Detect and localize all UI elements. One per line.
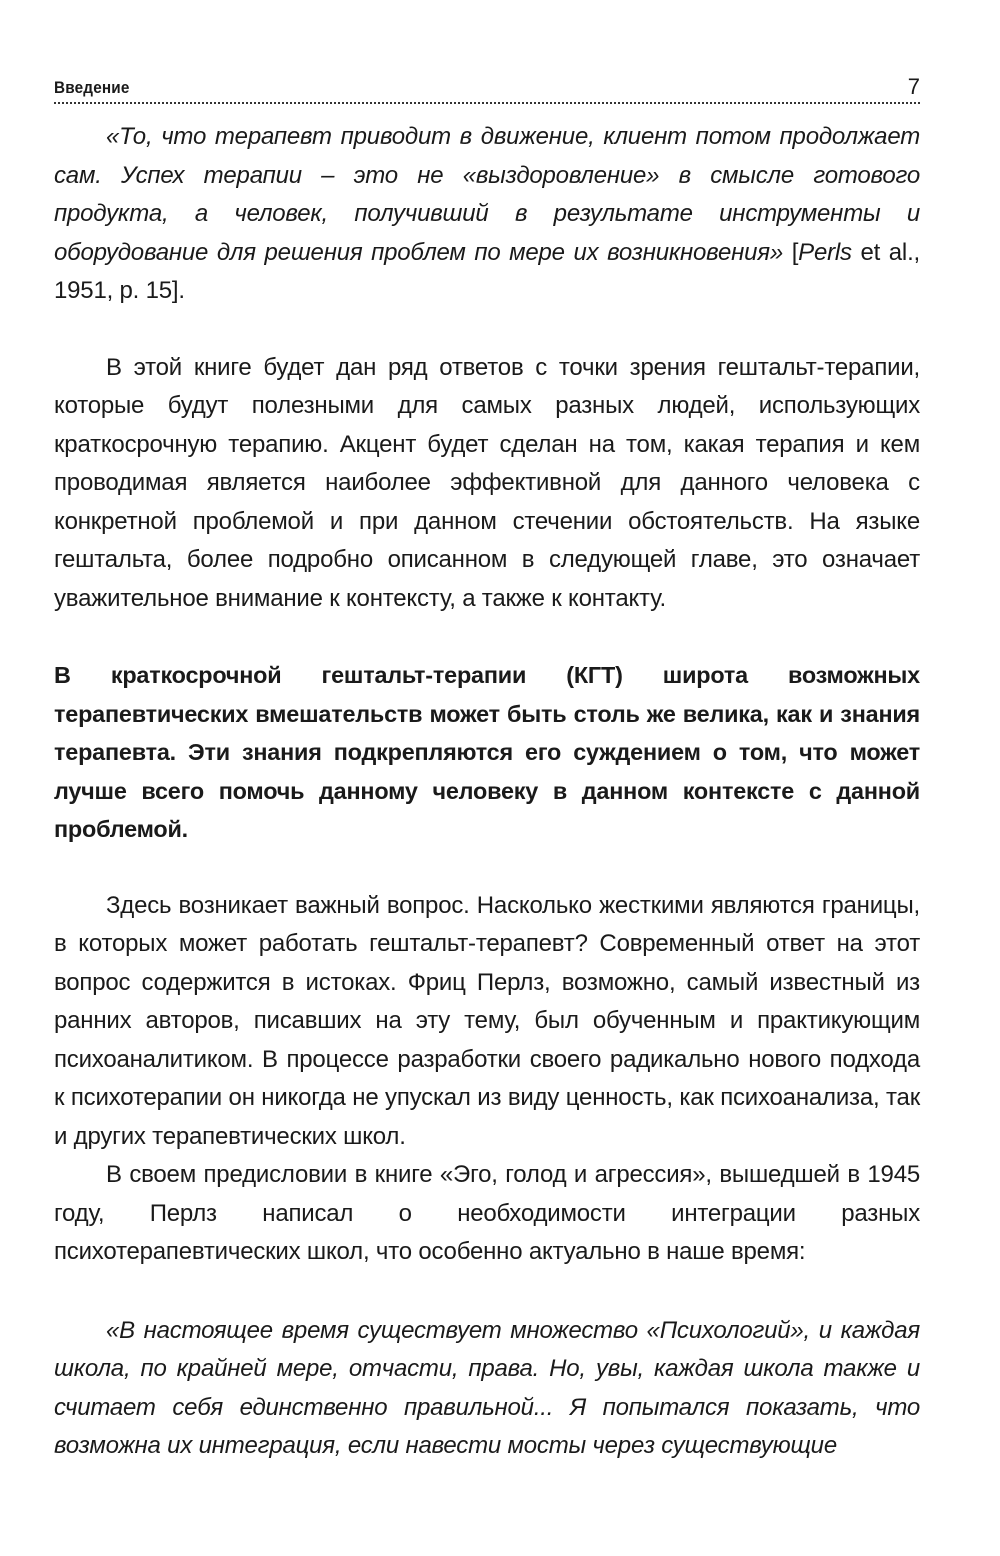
paragraph: В своем предисловии в книге «Эго, голод и агрессия», вышедшей в 1945 году, Перлз написал о необходимости интеграции разных психотерапевтических школ, что особенно актуально в наше время: [54, 1161, 920, 1265]
block-quote: «В настоящее время существует множество «Психологий», и каждая школа, по крайней мере, отчасти, права. Но, увы, каждая школа также и считает себя единственно правильной... Я попытался показать, что возможна их интеграция, если навести мосты через существующие [54, 1316, 920, 1459]
citation-details: et al., 1951, p. 15]. [54, 238, 920, 304]
page-body [54, 118, 920, 1466]
page-number: 7 [907, 74, 920, 99]
citation-author: Perls [798, 238, 852, 266]
quote-text: «То, что терапевт приводит в движение, клиент потом продолжает сам. Успех терапии – это не «выздоровление» в смысле готового продукта, а человек, получивший в результате инструменты и оборудование для решения проблем по мере их возникновения» [54, 123, 920, 266]
paragraph: Здесь возникает важный вопрос. Насколько жесткими являются границы, в которых может работать гештальт-терапевт? Современный ответ на этот вопрос содержится в истоках. Фриц Перлз, возможно, самый известный из ранних авторов, писавших на эту тему, был обученным и практикующим психоаналитиком. В процессе разработки своего радикально нового подхода к психотерапии он никогда не упускал из виду ценность, как психоанализа, так и других терапевтических школ. [54, 891, 920, 1150]
paragraph: В этой книге будет дан ряд ответов с точки зрения гештальт-терапии, которые будут полезными для самых разных людей, использующих краткосрочную терапию. Акцент будет сделан на том, какая терапия и кем проводимая является наиболее эффективной для данного человека с конкретной проблемой и при данном стечении обстоятельств. На языке гештальта, более подробно описанном в следующей главе, это означает уважительное внимание к контексту, а также к контакту. [54, 353, 920, 612]
epigraph-quote [54, 118, 920, 311]
section-title: Введение [54, 78, 130, 97]
highlight-paragraph: В краткосрочной гештальт-терапии (КГТ) широта возможных терапевтических вмешательств может быть столь же велика, как и знания терапевта. Эти знания подкрепляются его суждением о том, что может лучше всего помочь данному человеку в данном контексте с данной проблемой. [54, 662, 920, 842]
running-header [54, 64, 920, 104]
book-page [54, 64, 920, 1534]
citation-open: [ [783, 238, 799, 266]
